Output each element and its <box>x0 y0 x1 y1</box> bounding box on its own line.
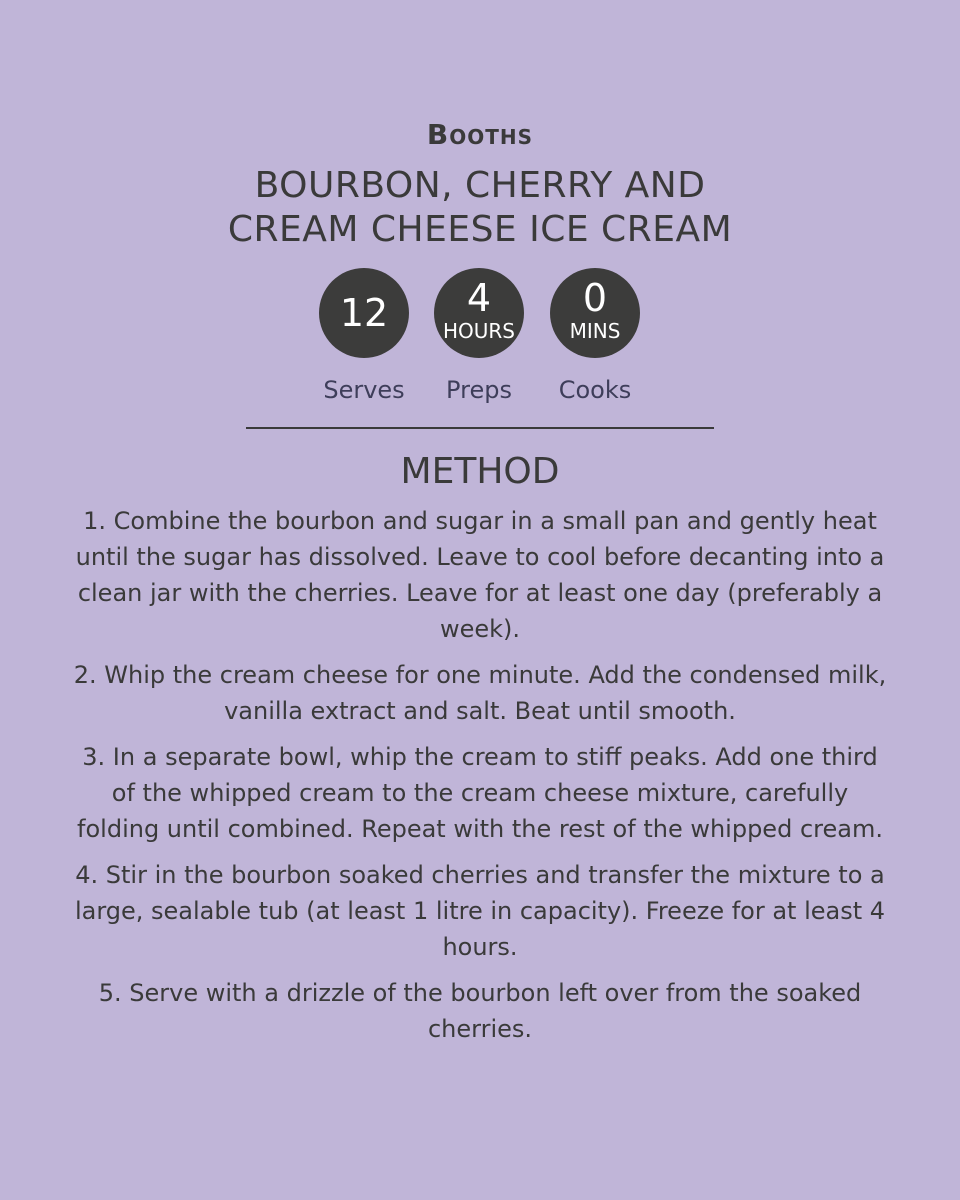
recipe-title-line-2: CREAM CHEESE ICE CREAM <box>227 209 733 250</box>
serves-badge <box>319 268 409 358</box>
stat-serves <box>299 268 429 404</box>
preps-label: Preps <box>446 376 512 404</box>
cooks-badge <box>550 268 640 358</box>
method-step-2: 2. Whip the cream cheese for one minute. Add the condensed milk, vanilla extract and salt. Beat until smooth. <box>73 661 887 725</box>
serves-value: 12 <box>339 291 389 335</box>
method-step-1: 1. Combine the bourbon and sugar in a small pan and gently heat until the sugar has dissolved. Leave to cool before decanting into a clean jar with the cherries. Leave for at least one day (preferably a week). <box>75 507 885 643</box>
method-heading: METHOD <box>400 451 560 492</box>
section-divider <box>246 427 714 429</box>
serves-label: Serves <box>323 376 405 404</box>
method-step-4: 4. Stir in the bourbon soaked cherries and transfer the mixture to a large, sealable tub (at least 1 litre in capacity). Freeze for at least 4 hours. <box>74 861 886 961</box>
preps-badge <box>434 268 524 358</box>
method-step-5: 5. Serve with a drizzle of the bourbon left over from the soaked cherries. <box>98 979 862 1043</box>
recipe-title-line-1: BOURBON, CHERRY AND <box>254 165 706 206</box>
cooks-label: Cooks <box>558 376 632 404</box>
stat-cooks <box>530 268 660 404</box>
cooks-value: 0 <box>582 276 608 320</box>
cooks-unit: MINS <box>569 319 621 343</box>
recipe-stats <box>0 268 960 418</box>
method-steps <box>70 503 890 1057</box>
preps-unit: HOURS <box>442 319 515 343</box>
preps-value: 4 <box>466 276 492 320</box>
recipe-title <box>0 164 960 252</box>
brand-name: Booths <box>426 118 534 151</box>
stat-preps <box>414 268 544 404</box>
method-step-3: 3. In a separate bowl, whip the cream to stiff peaks. Add one third of the whipped cream to the cream cheese mixture, carefully folding until combined. Repeat with the rest of the whipped cream. <box>77 743 883 843</box>
